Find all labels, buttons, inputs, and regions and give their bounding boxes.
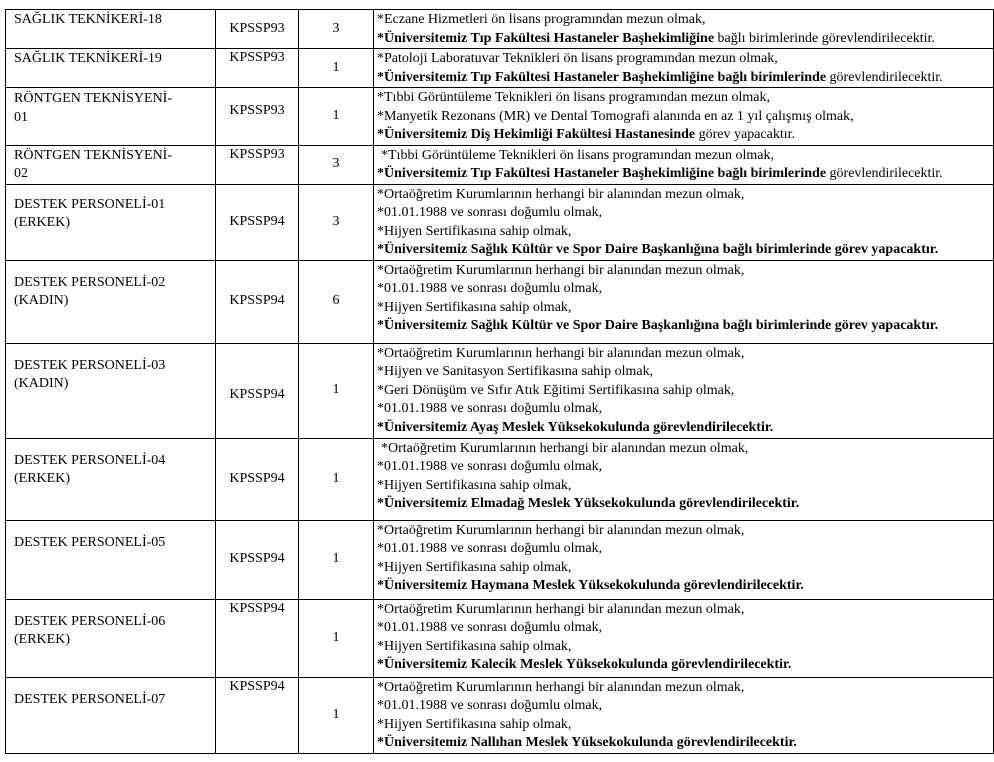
requirement-text-bold: *Üniversitemiz Tıp Fakültesi Hastaneler Başhekimliğine bağlı birimlerinde — [377, 69, 827, 85]
requirement-line — [377, 165, 991, 184]
requirement-text: görevlendirilecektir. — [826, 69, 943, 85]
position-title-line: DESTEK PERSONELİ-07 — [14, 691, 166, 707]
table-row — [6, 520, 994, 599]
kpss-score-type: KPSSP94 — [229, 551, 285, 567]
table-row — [6, 10, 994, 49]
requirement-line — [377, 186, 991, 205]
position-title-line: (KADIN) — [14, 293, 69, 308]
position-title-line: 01 — [14, 109, 28, 125]
requirement-line — [377, 363, 991, 382]
requirement-text: *01.01.1988 ve sonrası doğumlu olmak, — [377, 401, 603, 416]
position-title-line: DESTEK PERSONELİ-03 — [14, 357, 166, 373]
requirement-text: *Patoloji Laboratuvar Teknikleri ön lisans programından mezun olmak, — [377, 51, 778, 66]
requirement-line — [377, 577, 991, 596]
kpss-score-type: KPSSP94 — [229, 213, 285, 229]
kpss-score-type: KPSSP94 — [229, 600, 285, 616]
position-count-cell — [299, 260, 374, 343]
requirement-line — [377, 458, 991, 477]
position-count-cell — [299, 10, 374, 49]
requirements-cell — [374, 343, 994, 438]
requirement-line — [377, 223, 991, 242]
kpss-score-type: KPSSP93 — [229, 103, 285, 118]
requirement-line — [377, 619, 991, 638]
requirement-text-bold: *Üniversitemiz Ayaş Meslek Yüksekokulunda görevlendirilecektir. — [377, 419, 774, 435]
position-title-cell — [6, 343, 216, 438]
requirement-line — [377, 147, 991, 166]
kpss-score-type-cell — [216, 88, 299, 146]
requirement-text: görevlendirilecektir. — [826, 166, 943, 181]
requirements-cell — [374, 49, 994, 88]
requirement-line — [377, 30, 991, 49]
requirements-cell — [374, 599, 994, 677]
kpss-score-type: KPSSP94 — [229, 678, 285, 694]
requirement-line — [377, 241, 991, 260]
table-row — [6, 343, 994, 438]
requirement-line — [377, 345, 991, 364]
requirement-text: bağlı birimlerinde görevlendirilecektir. — [714, 30, 935, 46]
position-title-line: (ERKEK) — [14, 215, 70, 230]
kpss-score-type-cell — [216, 677, 299, 753]
requirement-text: *01.01.1988 ve sonrası doğumlu olmak, — [377, 620, 603, 635]
requirement-line — [377, 559, 991, 578]
position-title-line: RÖNTGEN TEKNİSYENİ- — [14, 91, 172, 106]
requirement-text-bold: *Üniversitemiz Sağlık Kültür ve Spor Daire Başkanlığına bağlı birimlerinde görev yapacaktır. — [377, 242, 939, 257]
position-count-cell — [299, 88, 374, 146]
kpss-score-type-cell — [216, 10, 299, 49]
requirement-text: *Hijyen ve Sanitasyon Sertifikasına sahip olmak, — [377, 364, 654, 379]
kpss-score-type-cell — [216, 49, 299, 88]
position-title-cell — [6, 88, 216, 146]
requirement-line — [377, 382, 991, 401]
requirement-line — [377, 317, 991, 336]
requirement-text: *Ortaöğretim Kurumlarının herhangi bir alanından mezun olmak, — [377, 262, 745, 278]
requirement-text: *Geri Dönüşüm ve Sıfır Atık Eğitimi Sertifikasına sahip olmak, — [377, 382, 735, 398]
requirements-cell — [374, 145, 994, 184]
position-count-cell — [299, 145, 374, 184]
position-title-line: DESTEK PERSONELİ-06 — [14, 613, 166, 629]
requirements-cell — [374, 520, 994, 599]
kpss-score-type-cell — [216, 260, 299, 343]
position-title-line: (KADIN) — [14, 376, 69, 391]
position-title-line: 02 — [14, 166, 28, 181]
kpss-score-type-cell — [216, 599, 299, 677]
requirement-text: *Ortaöğretim Kurumlarının herhangi bir alanından mezun olmak, — [381, 440, 749, 456]
requirement-text: *Ortaöğretim Kurumlarının herhangi bir alanından mezun olmak, — [377, 679, 745, 695]
position-title-line: SAĞLIK TEKNİKERİ-19 — [14, 51, 162, 66]
requirement-line — [377, 697, 991, 716]
position-title-cell — [6, 520, 216, 599]
position-count-cell — [299, 49, 374, 88]
requirement-text-bold: *Üniversitemiz Elmadağ Meslek Yüksekokulunda görevlendirilecektir. — [377, 496, 800, 511]
table-row — [6, 438, 994, 520]
kpss-score-type: KPSSP93 — [229, 21, 285, 36]
position-count: 3 — [332, 156, 340, 172]
requirement-line — [377, 419, 991, 438]
position-count: 6 — [332, 293, 340, 309]
requirement-text-bold: *Üniversitemiz Haymana Meslek Yüksekokulunda görevlendirilecektir. — [377, 578, 804, 593]
table-row — [6, 145, 994, 184]
requirement-text: görev yapacaktır. — [695, 127, 796, 142]
position-count: 1 — [332, 706, 340, 722]
requirement-line — [377, 126, 991, 145]
kpss-score-type: KPSSP94 — [229, 386, 285, 402]
position-title-cell — [6, 10, 216, 49]
requirement-line — [377, 262, 991, 281]
requirement-text: *Hijyen Sertifikasına sahip olmak, — [377, 559, 572, 575]
requirement-line — [377, 11, 991, 30]
requirement-line — [377, 734, 991, 753]
position-count-cell — [299, 343, 374, 438]
position-title-cell — [6, 677, 216, 753]
table-row — [6, 677, 994, 753]
requirement-text: *Hijyen Sertifikasına sahip olmak, — [377, 638, 572, 654]
requirement-text: *01.01.1988 ve sonrası doğumlu olmak, — [377, 541, 603, 556]
position-count: 3 — [332, 20, 340, 36]
requirement-text: *Eczane Hizmetleri ön lisans programından mezun olmak, — [377, 12, 706, 27]
position-count: 3 — [332, 213, 340, 229]
requirement-line — [377, 638, 991, 657]
requirements-cell — [374, 260, 994, 343]
requirement-line — [377, 440, 991, 459]
requirement-text: *01.01.1988 ve sonrası doğumlu olmak, — [377, 281, 603, 296]
position-count: 1 — [332, 59, 340, 75]
requirement-line — [377, 89, 991, 108]
table-row — [6, 260, 994, 343]
position-title-cell — [6, 599, 216, 677]
requirement-line — [377, 716, 991, 735]
kpss-score-type: KPSSP94 — [229, 470, 285, 486]
requirement-line — [377, 50, 991, 69]
position-title-cell — [6, 49, 216, 88]
position-title-line: DESTEK PERSONELİ-01 — [14, 196, 166, 212]
requirement-text: *01.01.1988 ve sonrası doğumlu olmak, — [377, 459, 603, 474]
requirement-text: *Hijyen Sertifikasına sahip olmak, — [377, 299, 572, 315]
requirement-line — [377, 108, 991, 127]
requirement-line — [377, 540, 991, 559]
table-row — [6, 49, 994, 88]
kpss-score-type-cell — [216, 438, 299, 520]
requirement-line — [377, 299, 991, 318]
requirement-line — [377, 656, 991, 675]
table-row — [6, 88, 994, 146]
position-count-cell — [299, 520, 374, 599]
requirements-cell — [374, 10, 994, 49]
requirement-text-bold: *Üniversitemiz Tıp Fakültesi Hastaneler Başhekimliğine — [377, 30, 715, 46]
requirement-text: *Ortaöğretim Kurumlarının herhangi bir alanından mezun olmak, — [377, 601, 745, 617]
requirement-text: *Hijyen Sertifikasına sahip olmak, — [377, 223, 572, 239]
position-title-cell — [6, 438, 216, 520]
requirement-text: *01.01.1988 ve sonrası doğumlu olmak, — [377, 698, 603, 713]
table-row — [6, 599, 994, 677]
requirement-text: *Ortaöğretim Kurumlarının herhangi bir alanından mezun olmak, — [377, 345, 745, 361]
position-count: 1 — [332, 470, 340, 486]
requirement-text: *Tıbbi Görüntüleme Teknikleri ön lisans programından mezun olmak, — [377, 90, 771, 105]
requirement-text-bold: *Üniversitemiz Kalecik Meslek Yüksekokulunda görevlendirilecektir. — [377, 657, 792, 672]
position-count-cell — [299, 184, 374, 260]
position-title-cell — [6, 184, 216, 260]
position-count-cell — [299, 438, 374, 520]
position-title-line: DESTEK PERSONELİ-02 — [14, 274, 166, 290]
requirements-cell — [374, 184, 994, 260]
positions-table-body — [6, 10, 994, 754]
position-title-line: DESTEK PERSONELİ-04 — [14, 452, 166, 468]
kpss-score-type: KPSSP93 — [229, 50, 285, 65]
kpss-score-type-cell — [216, 145, 299, 184]
position-title-line: (ERKEK) — [14, 471, 70, 486]
kpss-score-type-cell — [216, 184, 299, 260]
kpss-score-type-cell — [216, 343, 299, 438]
requirement-text-bold: *Üniversitemiz Sağlık Kültür ve Spor Daire Başkanlığına bağlı birimlerinde görev yapacaktır. — [377, 318, 939, 333]
requirement-text: *01.01.1988 ve sonrası doğumlu olmak, — [377, 205, 603, 220]
requirement-line — [377, 679, 991, 698]
kpss-score-type: KPSSP94 — [229, 293, 285, 309]
kpss-score-type-cell — [216, 520, 299, 599]
position-count: 1 — [332, 629, 340, 645]
requirements-cell — [374, 677, 994, 753]
requirement-text-bold: *Üniversitemiz Diş Hekimliği Fakültesi Hastanesinde — [377, 127, 696, 142]
position-count-cell — [299, 677, 374, 753]
requirement-text-bold: *Üniversitemiz Tıp Fakültesi Hastaneler Başhekimliğine bağlı birimlerinde — [377, 166, 827, 181]
position-title-line: (ERKEK) — [14, 632, 70, 647]
requirement-line — [377, 601, 991, 620]
requirements-cell — [374, 438, 994, 520]
position-title-line: DESTEK PERSONELİ-05 — [14, 534, 166, 550]
requirement-text: *Tıbbi Görüntüleme Teknikleri ön lisans programından mezun olmak, — [381, 147, 775, 163]
position-title-line: SAĞLIK TEKNİKERİ-18 — [14, 12, 162, 27]
positions-table — [5, 9, 994, 754]
requirement-text: *Manyetik Rezonans (MR) ve Dental Tomografi alanında en az 1 yıl çalışmış olmak, — [377, 108, 854, 124]
requirement-text-bold: *Üniversitemiz Nallıhan Meslek Yüksekokulunda görevlendirilecektir. — [377, 735, 797, 750]
requirement-text: *Ortaöğretim Kurumlarının herhangi bir alanından mezun olmak, — [377, 186, 745, 202]
position-title-cell — [6, 145, 216, 184]
position-count: 1 — [332, 108, 340, 123]
position-count-cell — [299, 599, 374, 677]
position-title-line: RÖNTGEN TEKNİSYENİ- — [14, 147, 172, 163]
requirement-line — [377, 495, 991, 514]
requirements-cell — [374, 88, 994, 146]
requirement-line — [377, 69, 991, 88]
position-count: 1 — [332, 382, 340, 398]
table-row — [6, 184, 994, 260]
requirement-text: *Hijyen Sertifikasına sahip olmak, — [377, 477, 572, 493]
requirement-line — [377, 280, 991, 299]
requirement-text: *Hijyen Sertifikasına sahip olmak, — [377, 716, 572, 732]
requirement-line — [377, 204, 991, 223]
position-title-cell — [6, 260, 216, 343]
requirement-line — [377, 522, 991, 541]
kpss-score-type: KPSSP93 — [229, 146, 285, 162]
requirement-line — [377, 400, 991, 419]
requirement-line — [377, 477, 991, 496]
position-count: 1 — [332, 551, 340, 567]
requirement-text: *Ortaöğretim Kurumlarının herhangi bir alanından mezun olmak, — [377, 522, 745, 538]
